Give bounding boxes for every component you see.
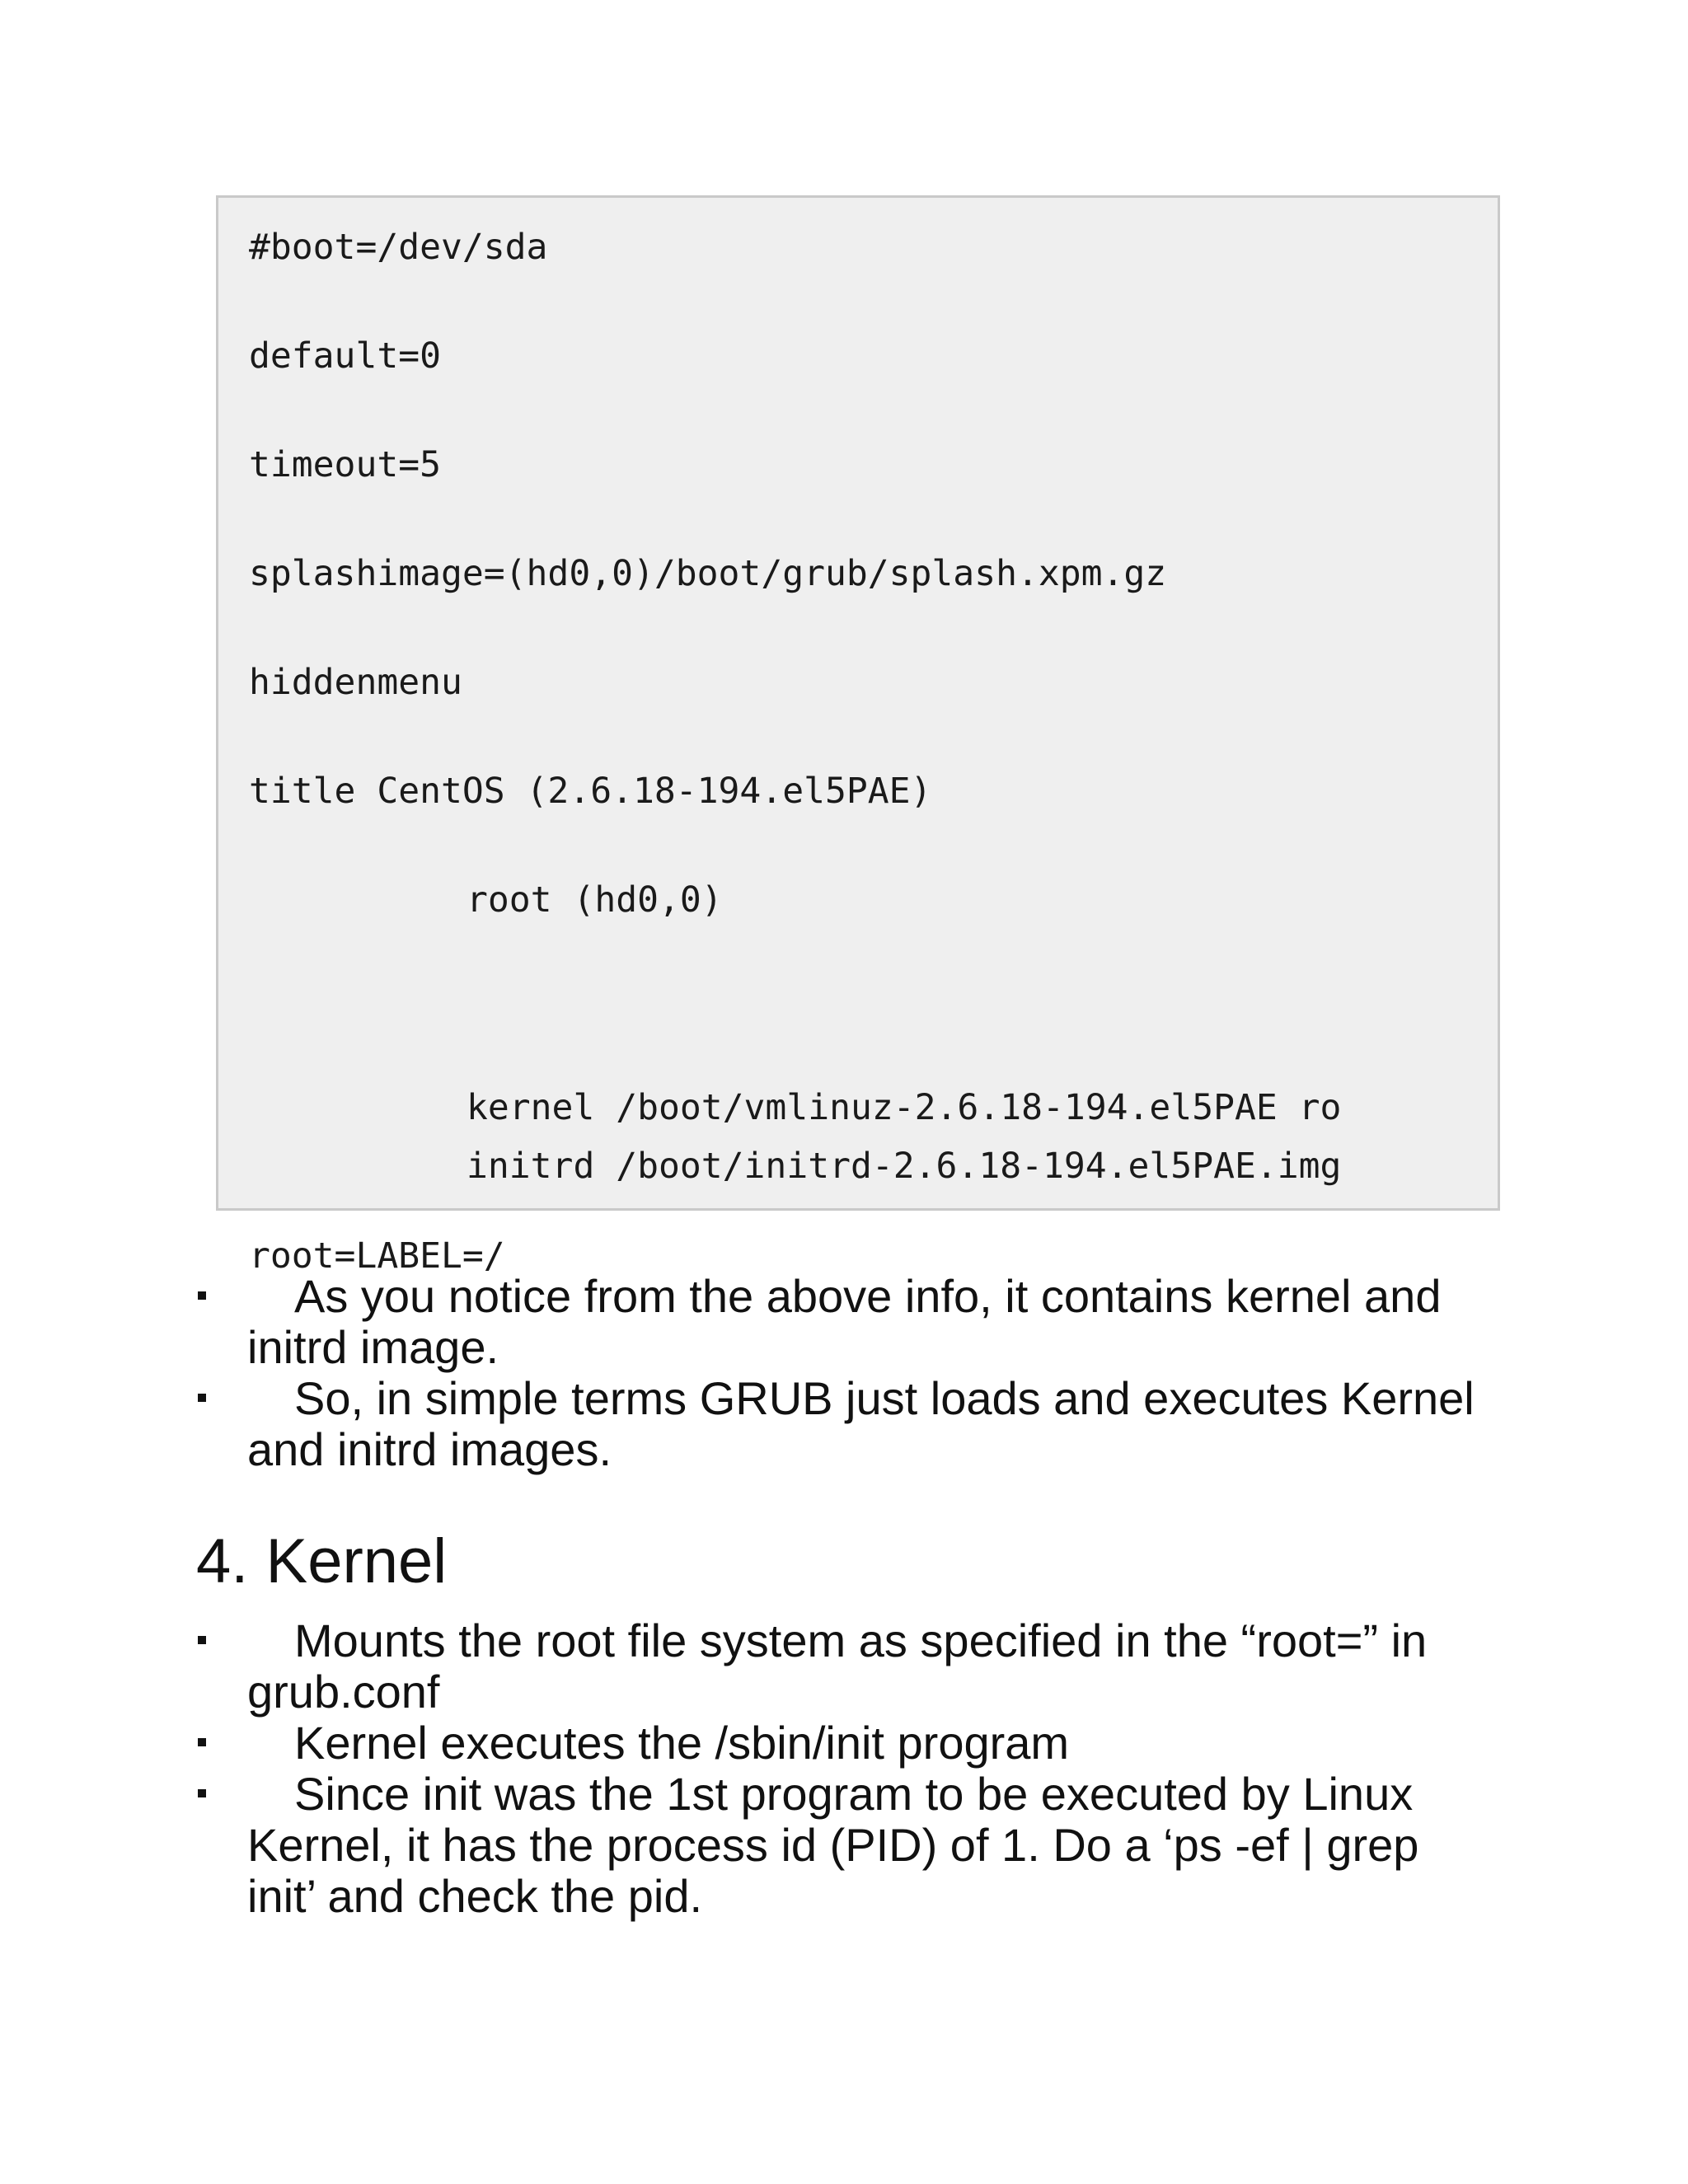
list-item-text: Kernel executes the /sbin/init program — [294, 1717, 1070, 1769]
list-item-text: As you notice from the above info, it contains kernel and initrd image. — [247, 1270, 1442, 1373]
bullet-square-icon — [198, 1291, 206, 1300]
section-heading-kernel: 4. Kernel — [196, 1526, 448, 1596]
code-line-initrd: initrd /boot/initrd-2.6.18-194.el5PAE.img — [467, 1146, 1342, 1187]
code-line-kernel-part-2: root=LABEL=/ — [249, 1235, 505, 1277]
code-line-default: default=0 — [249, 335, 441, 377]
code-line-root: root (hd0,0) — [467, 879, 723, 921]
code-line-boot: #boot=/dev/sda — [249, 227, 548, 268]
list-item-text: Mounts the root file system as specified in the “root=” in grub.conf — [247, 1615, 1428, 1718]
list-item — [198, 1615, 1484, 1718]
list-item — [198, 1373, 1484, 1475]
bullet-square-icon — [198, 1394, 206, 1402]
grub-notes-list — [198, 1271, 1484, 1475]
code-line-timeout: timeout=5 — [249, 444, 441, 485]
grub-conf-code-block — [216, 195, 1500, 1277]
code-line-hiddenmenu: hiddenmenu — [249, 662, 462, 703]
bullet-square-icon — [198, 1738, 206, 1746]
list-item — [198, 1718, 1484, 1769]
kernel-steps-list — [198, 1615, 1484, 1922]
code-line-title: title CentOS (2.6.18-194.el5PAE) — [249, 771, 932, 812]
list-item — [198, 1271, 1484, 1373]
code-line-kernel-part-1: kernel /boot/vmlinuz-2.6.18-194.el5PAE ro — [467, 1087, 1342, 1128]
list-item — [198, 1769, 1484, 1922]
list-item-text: Since init was the 1st program to be executed by Linux Kernel, it has the process id (PID) of 1. Do a ‘ps -ef | grep init’ and check the pid. — [247, 1768, 1419, 1922]
bullet-square-icon — [198, 1789, 206, 1797]
bullet-square-icon — [198, 1636, 206, 1644]
code-line-splashimage: splashimage=(hd0,0)/boot/grub/splash.xpm.gz — [249, 553, 1167, 594]
list-item-text: So, in simple terms GRUB just loads and executes Kernel and initrd images. — [247, 1372, 1475, 1475]
